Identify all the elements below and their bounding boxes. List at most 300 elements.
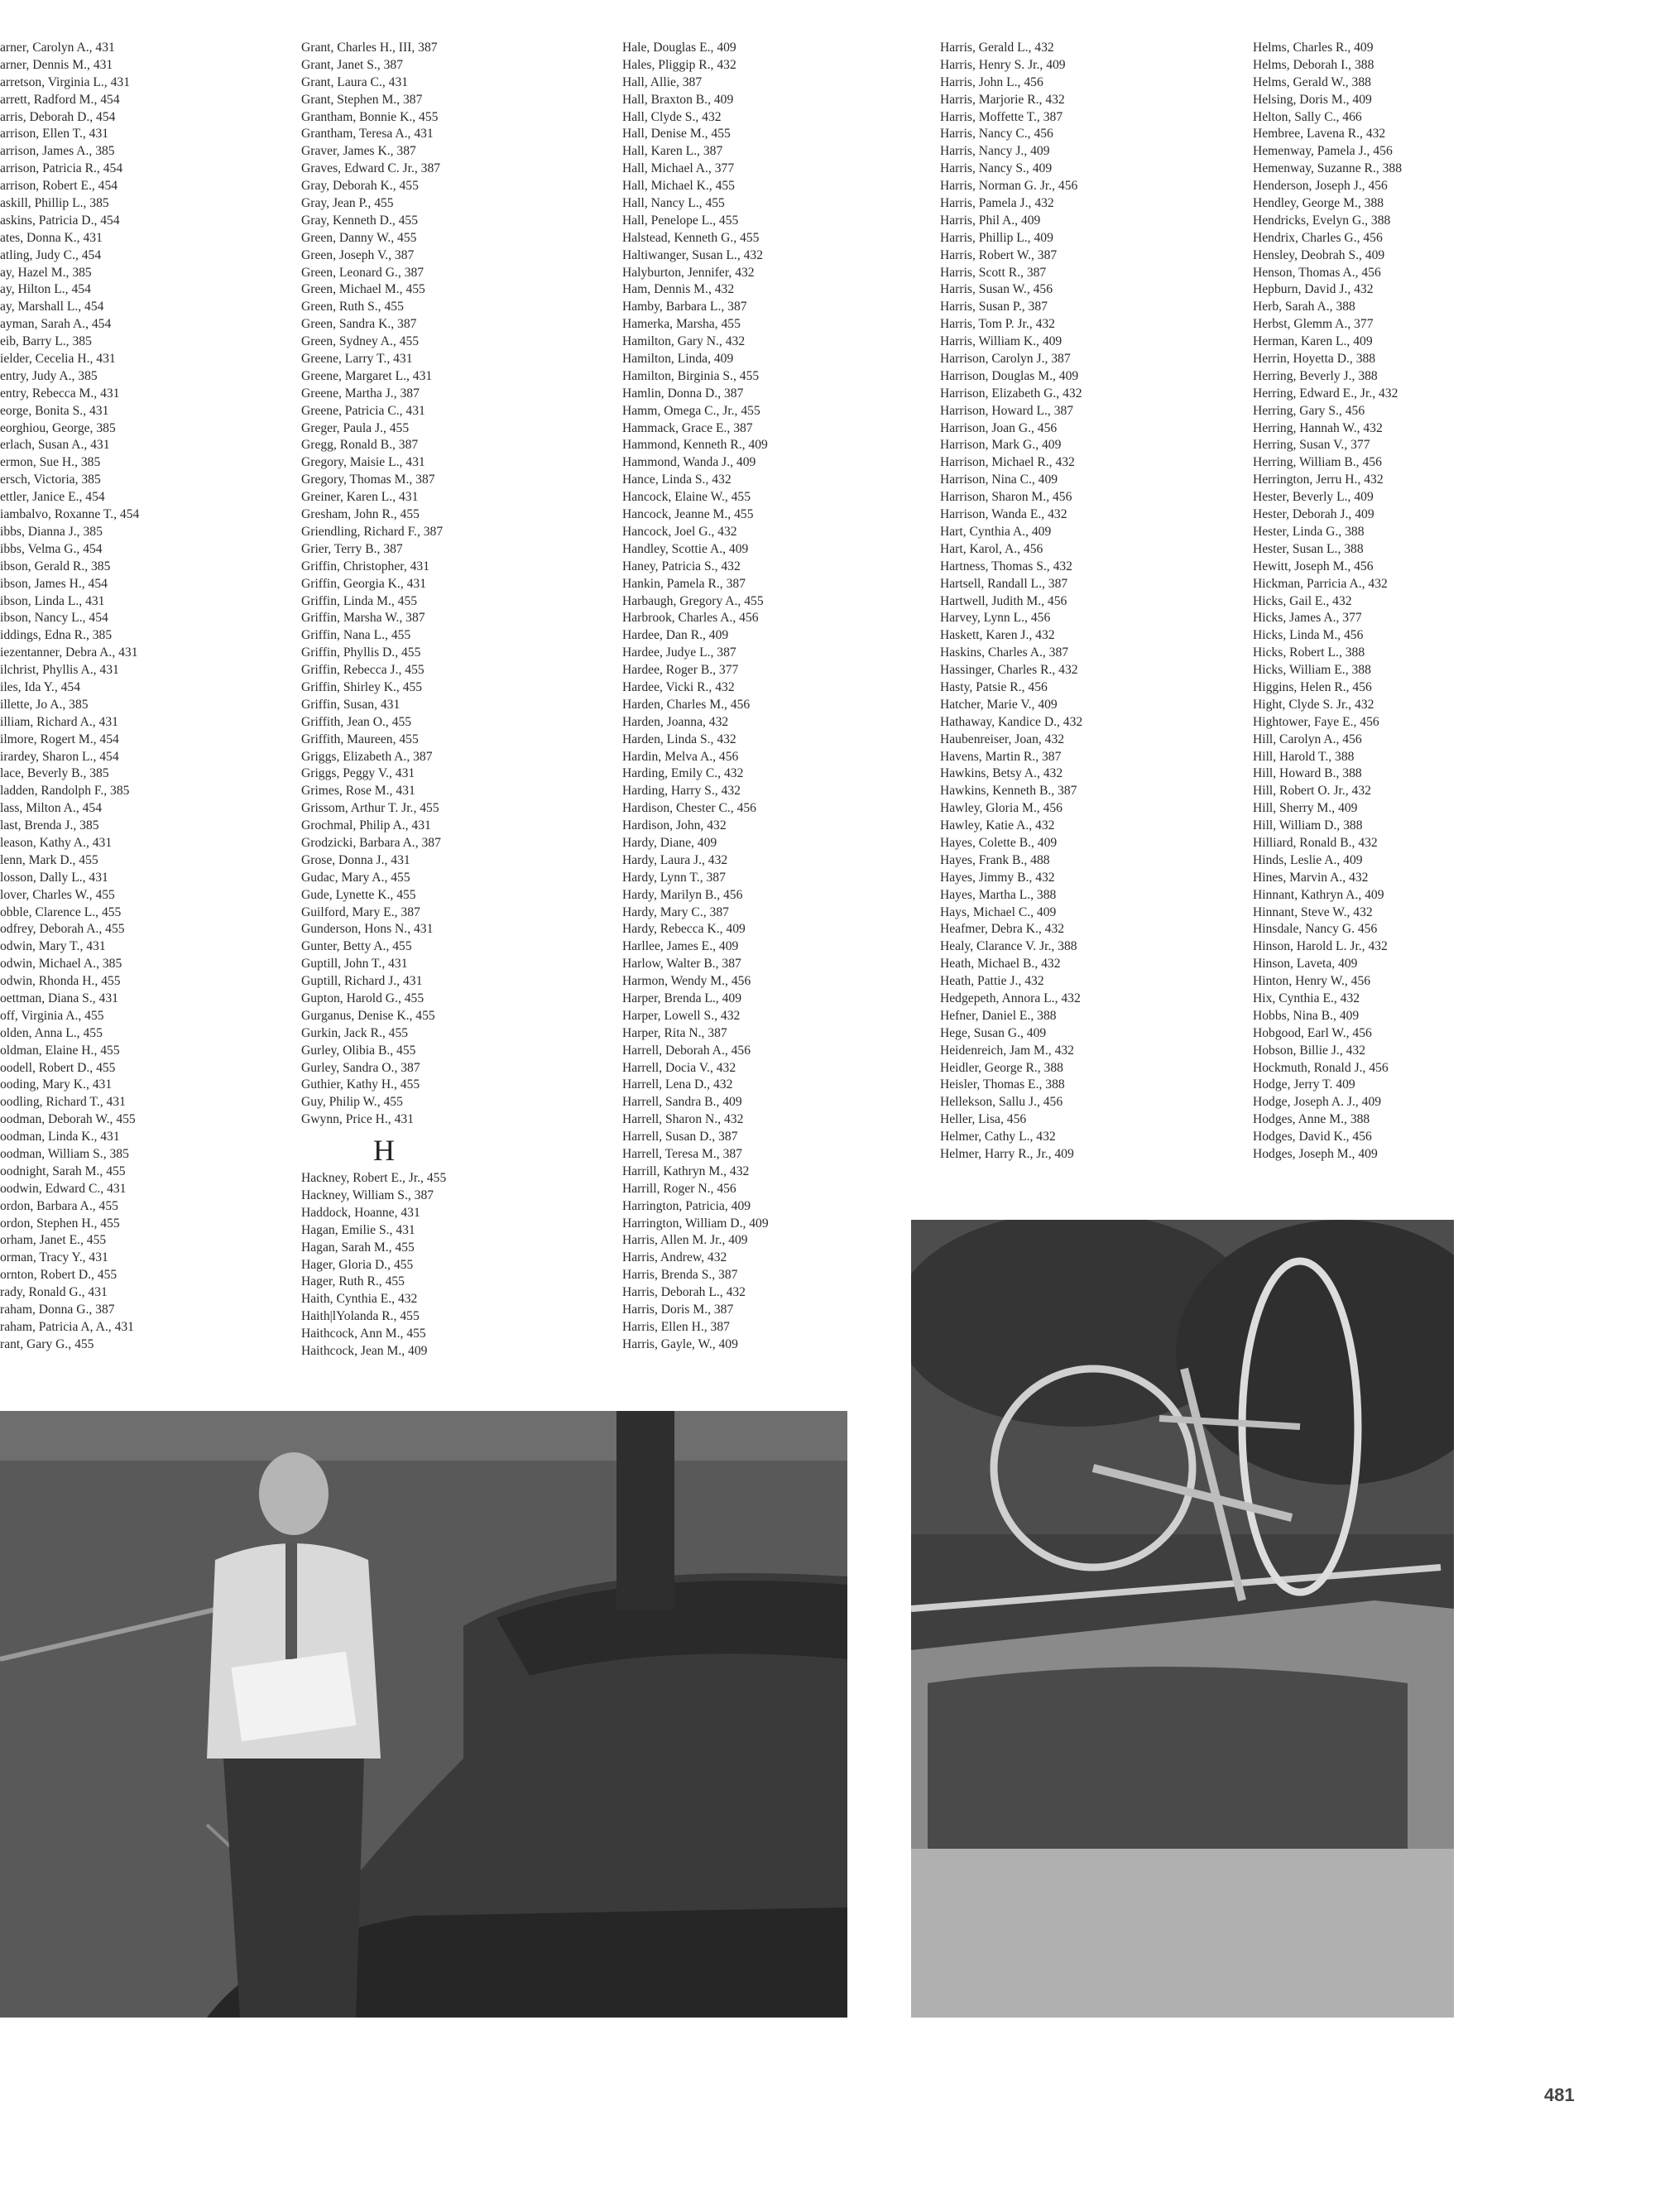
index-entry: Hatcher, Marie V., 409: [940, 697, 1058, 712]
index-entry: ibson, Linda L., 431: [0, 593, 105, 608]
index-entry: Hemenway, Suzanne R., 388: [1253, 161, 1403, 176]
index-entry: Harrison, Howard L., 387: [940, 403, 1074, 418]
index-entry: Griffin, Marsha W., 387: [301, 611, 425, 626]
index-entry: off, Virginia A., 455: [0, 1008, 104, 1023]
index-entry: Hill, Sherry M., 409: [1253, 801, 1358, 816]
index-entry: Hill, Robert O. Jr., 432: [1253, 784, 1371, 799]
index-column-1: [0, 40, 281, 1354]
index-entry: Hedgepeth, Annora L., 432: [940, 991, 1081, 1005]
index-entry: Harding, Emily C., 432: [622, 766, 744, 781]
index-entry: Helsing, Doris M., 409: [1253, 92, 1372, 107]
index-entry: Haskins, Charles A., 387: [940, 645, 1069, 660]
index-entry: Hamlin, Donna D., 387: [622, 386, 744, 401]
index-entry: Guilford, Mary E., 387: [301, 904, 420, 919]
index-entry: Griggs, Elizabeth A., 387: [301, 749, 433, 764]
index-entry: Hall, Braxton B., 409: [622, 92, 734, 107]
index-entry: ay, Hazel M., 385: [0, 265, 92, 280]
index-entry: Hagan, Sarah M., 455: [301, 1240, 415, 1255]
index-entry: Hales, Pliggip R., 432: [622, 57, 736, 72]
index-entry: Guy, Philip W., 455: [301, 1095, 403, 1110]
index-entry: last, Brenda J., 385: [0, 818, 99, 833]
index-entry: entry, Judy A., 385: [0, 368, 98, 383]
index-entry: Helms, Deborah I., 388: [1253, 57, 1374, 72]
index-entry: Grose, Donna J., 431: [301, 852, 410, 867]
index-entry: Hart, Karol, A., 456: [940, 541, 1043, 556]
index-entry: Guthier, Kathy H., 455: [301, 1077, 420, 1092]
index-entry: ay, Hilton L., 454: [0, 282, 91, 297]
index-entry: Havens, Martin R., 387: [940, 749, 1062, 764]
index-entry: Hinds, Leslie A., 409: [1253, 852, 1363, 867]
index-entry: Grodzicki, Barbara A., 387: [301, 835, 441, 850]
index-entry: Griffin, Phyllis D., 455: [301, 645, 421, 660]
index-entry: Hawley, Gloria M., 456: [940, 801, 1063, 816]
index-entry: odwin, Mary T., 431: [0, 939, 106, 954]
index-entry: Griffin, Georgia K., 431: [301, 576, 427, 591]
index-entry: Grant, Charles H., III, 387: [301, 41, 438, 55]
index-entry: Gunter, Betty A., 455: [301, 939, 412, 954]
index-entry: Hagan, Emilie S., 431: [301, 1222, 415, 1237]
index-entry: Gurkin, Jack R., 455: [301, 1025, 409, 1040]
index-entry: odwin, Michael A., 385: [0, 957, 122, 972]
index-entry: Hester, Deborah J., 409: [1253, 507, 1374, 522]
index-entry: Hardison, Chester C., 456: [622, 801, 756, 816]
index-entry: Harrison, Wanda E., 432: [940, 507, 1067, 522]
index-entry: Herring, Beverly J., 388: [1253, 368, 1378, 383]
index-entry: Harrison, Mark G., 409: [940, 438, 1062, 453]
index-entry: Green, Ruth S., 455: [301, 300, 404, 314]
index-entry: irardey, Sharon L., 454: [0, 749, 119, 764]
index-entry: olden, Anna L., 455: [0, 1025, 103, 1040]
index-entry: Harris, Norman G. Jr., 456: [940, 179, 1078, 194]
index-entry: Heafmer, Debra K., 432: [940, 922, 1065, 937]
index-entry: Griendling, Richard F., 387: [301, 524, 444, 539]
index-entry: atling, Judy C., 454: [0, 247, 102, 262]
index-entry: Henderson, Joseph J., 456: [1253, 179, 1388, 194]
index-entry: Haltiwanger, Susan L., 432: [622, 247, 764, 262]
index-entry: Hinson, Harold L. Jr., 432: [1253, 939, 1388, 954]
index-entry: Hicks, Linda M., 456: [1253, 628, 1364, 643]
index-entry: Hardee, Vicki R., 432: [622, 679, 735, 694]
index-entry: Hendricks, Evelyn G., 388: [1253, 213, 1391, 228]
index-entry: Hill, Howard B., 388: [1253, 766, 1362, 781]
index-entry: erlach, Susan A., 431: [0, 438, 110, 453]
index-entry: Hawley, Katie A., 432: [940, 818, 1055, 833]
index-entry: Gwynn, Price H., 431: [301, 1112, 414, 1127]
index-entry: Griffin, Christopher, 431: [301, 559, 430, 573]
index-entry: Graver, James K., 387: [301, 144, 416, 159]
index-entry: Hardy, Rebecca K., 409: [622, 922, 746, 937]
index-entry: losson, Dally L., 431: [0, 870, 108, 885]
index-entry: Hall, Allie, 387: [622, 74, 703, 89]
index-entry: Harrell, Sandra B., 409: [622, 1095, 742, 1110]
index-entry: Hobbs, Nina B., 409: [1253, 1008, 1360, 1023]
index-entry: Heisler, Thomas E., 388: [940, 1077, 1065, 1092]
index-entry: Hammack, Grace E., 387: [622, 420, 753, 435]
index-entry: Hall, Nancy L., 455: [622, 196, 725, 211]
index-entry: Harding, Harry S., 432: [622, 784, 741, 799]
index-entry: Guptill, John T., 431: [301, 957, 408, 972]
index-entry: ettler, Janice E., 454: [0, 490, 105, 505]
index-entry: Heath, Michael B., 432: [940, 957, 1061, 972]
index-entry: Grissom, Arthur T. Jr., 455: [301, 801, 439, 816]
index-entry: obble, Clarence L., 455: [0, 904, 122, 919]
index-entry: Haney, Patricia S., 432: [622, 559, 741, 573]
index-entry: Hardy, Lynn T., 387: [622, 870, 726, 885]
index-entry: Hemenway, Pamela J., 456: [1253, 144, 1393, 159]
index-entry: Hensley, Deobrah S., 409: [1253, 247, 1385, 262]
index-column-2-h-entries: [301, 1170, 599, 1360]
index-entry: Harrison, Douglas M., 409: [940, 368, 1079, 383]
index-entry: ilmore, Rogert M., 454: [0, 732, 119, 746]
index-entry: Helmer, Cathy L., 432: [940, 1130, 1056, 1144]
index-entry: Hall, Michael K., 455: [622, 179, 735, 194]
index-entry: Hicks, William E., 388: [1253, 663, 1371, 678]
index-entry: entry, Rebecca M., 431: [0, 386, 120, 401]
index-entry: ermon, Sue H., 385: [0, 455, 101, 470]
index-entry: ladden, Randolph F., 385: [0, 784, 130, 799]
index-entry: Harris, Susan P., 387: [940, 300, 1048, 314]
index-entry: Herb, Sarah A., 388: [1253, 300, 1355, 314]
index-entry: Hasty, Patsie R., 456: [940, 679, 1048, 694]
index-entry: Heidenreich, Jam M., 432: [940, 1043, 1074, 1058]
index-column-3: [622, 40, 920, 1354]
index-entry: Hodges, Anne M., 388: [1253, 1112, 1370, 1127]
index-entry: Harrell, Sharon N., 432: [622, 1112, 744, 1127]
index-entry: Helmer, Harry R., Jr., 409: [940, 1147, 1074, 1161]
index-entry: Harmon, Wendy M., 456: [622, 974, 751, 989]
index-entry: Harris, Brenda S., 387: [622, 1268, 738, 1283]
index-entry: Hicks, Gail E., 432: [1253, 593, 1352, 608]
index-entry: Hall, Michael A., 377: [622, 161, 735, 176]
index-entry: Graves, Edward C. Jr., 387: [301, 161, 441, 176]
index-entry: ielder, Cecelia H., 431: [0, 352, 116, 367]
index-entry: Guptill, Richard J., 431: [301, 974, 423, 989]
index-entry: Heidler, George R., 388: [940, 1060, 1063, 1075]
index-entry: Hayes, Jimmy B., 432: [940, 870, 1055, 885]
index-entry: Harris, Robert W., 387: [940, 247, 1058, 262]
index-entry: Hege, Susan G., 409: [940, 1025, 1047, 1040]
index-entry: Harris, Tom P. Jr., 432: [940, 317, 1055, 332]
index-entry: Harris, Nancy J., 409: [940, 144, 1050, 159]
index-entry: Heath, Pattie J., 432: [940, 974, 1044, 989]
index-entry: Griggs, Peggy V., 431: [301, 766, 415, 781]
index-entry: Harrell, Teresa M., 387: [622, 1147, 742, 1161]
index-entry: Grant, Stephen M., 387: [301, 92, 423, 107]
index-entry: Hartness, Thomas S., 432: [940, 559, 1072, 573]
index-entry: Hardy, Mary C., 387: [622, 904, 729, 919]
index-entry: Herring, Susan V., 377: [1253, 438, 1370, 453]
index-entry: iles, Ida Y., 454: [0, 679, 81, 694]
index-entry: Griffin, Rebecca J., 455: [301, 663, 425, 678]
index-entry: arrett, Radford M., 454: [0, 92, 120, 107]
man-walking-parking-lot-photo: [0, 1411, 847, 2018]
index-entry: Harrison, Joan G., 456: [940, 420, 1058, 435]
index-entry: Hinton, Henry W., 456: [1253, 974, 1371, 989]
index-entry: Hendley, George M., 388: [1253, 196, 1384, 211]
index-entry: ibbs, Dianna J., 385: [0, 524, 103, 539]
index-entry: Hammond, Kenneth R., 409: [622, 438, 768, 453]
index-entry: Grant, Janet S., 387: [301, 57, 403, 72]
index-entry: Hodges, Joseph M., 409: [1253, 1147, 1378, 1161]
index-entry: Hicks, James A., 377: [1253, 611, 1362, 626]
index-entry: Hankin, Pamela R., 387: [622, 576, 746, 591]
index-entry: Hewitt, Joseph M., 456: [1253, 559, 1374, 573]
index-entry: Greiner, Karen L., 431: [301, 490, 419, 505]
index-entry: Hathaway, Kandice D., 432: [940, 714, 1083, 729]
index-entry: Hardin, Melva A., 456: [622, 749, 739, 764]
index-entry: Hamby, Barbara L., 387: [622, 300, 747, 314]
index-entry: Hobson, Billie J., 432: [1253, 1043, 1366, 1058]
index-entry: arrison, Patricia R., 454: [0, 161, 123, 176]
index-entry: Green, Leonard G., 387: [301, 265, 425, 280]
index-entry: Green, Danny W., 455: [301, 230, 417, 245]
index-entry: arretson, Virginia L., 431: [0, 74, 130, 89]
index-entry: ooding, Mary K., 431: [0, 1077, 113, 1092]
index-entry: Harrell, Susan D., 387: [622, 1130, 738, 1144]
index-entry: Gray, Kenneth D., 455: [301, 213, 419, 228]
index-entry: Herrin, Hoyetta D., 388: [1253, 352, 1376, 367]
index-entry: Hawkins, Kenneth B., 387: [940, 784, 1077, 799]
index-entry: askins, Patricia D., 454: [0, 213, 120, 228]
index-entry: Hall, Penelope L., 455: [622, 213, 739, 228]
index-entry: Greene, Patricia C., 431: [301, 403, 425, 418]
index-entry: iddings, Edna R., 385: [0, 628, 113, 643]
index-entry: Helms, Charles R., 409: [1253, 41, 1374, 55]
index-entry: Hinson, Laveta, 409: [1253, 957, 1358, 972]
index-entry: Hartwell, Judith M., 456: [940, 593, 1067, 608]
index-entry: Hembree, Lavena R., 432: [1253, 127, 1386, 142]
index-entry: Hockmuth, Ronald J., 456: [1253, 1060, 1389, 1075]
index-entry: Hicks, Robert L., 388: [1253, 645, 1365, 660]
index-entry: Hendrix, Charles G., 456: [1253, 230, 1383, 245]
index-entry: Hancock, Jeanne M., 455: [622, 507, 754, 522]
index-entry: Hayes, Frank B., 488: [940, 852, 1050, 867]
index-entry: Hamilton, Linda, 409: [622, 352, 734, 367]
index-entry: Hart, Cynthia A., 409: [940, 524, 1052, 539]
index-entry: Herrington, Jerru H., 432: [1253, 473, 1384, 487]
index-entry: Haubenreiser, Joan, 432: [940, 732, 1065, 746]
index-entry: ibbs, Velma G., 454: [0, 541, 103, 556]
index-entry: arrison, James A., 385: [0, 144, 115, 159]
index-entry: Harris, Ellen H., 387: [622, 1319, 730, 1334]
index-entry: Hardison, John, 432: [622, 818, 727, 833]
index-entry: oodman, Linda K., 431: [0, 1130, 120, 1144]
index-entry: Herring, Gary S., 456: [1253, 403, 1365, 418]
index-column-5: [1253, 40, 1551, 1164]
index-entry: Haith|lYolanda R., 455: [301, 1309, 420, 1324]
index-column-2: [301, 40, 599, 1360]
index-entry: Hawkins, Betsy A., 432: [940, 766, 1063, 781]
index-entry: Hammond, Wanda J., 409: [622, 455, 756, 470]
index-entry: Handley, Scottie A., 409: [622, 541, 749, 556]
index-entry: Gudac, Mary A., 455: [301, 870, 410, 885]
index-entry: Hardee, Dan R., 409: [622, 628, 729, 643]
index-entry: Harrison, Michael R., 432: [940, 455, 1075, 470]
index-entry: Herring, Hannah W., 432: [1253, 420, 1383, 435]
index-entry: Hobgood, Earl W., 456: [1253, 1025, 1372, 1040]
index-entry: Hays, Michael C., 409: [940, 904, 1057, 919]
index-entry: Hamm, Omega C., Jr., 455: [622, 403, 760, 418]
index-entry: Hackney, William S., 387: [301, 1188, 434, 1202]
index-entry: lenn, Mark D., 455: [0, 852, 98, 867]
index-entry: Herring, William B., 456: [1253, 455, 1382, 470]
index-entry: Halyburton, Jennifer, 432: [622, 265, 755, 280]
index-entry: Green, Sandra K., 387: [301, 317, 417, 332]
index-entry: Harden, Joanna, 432: [622, 714, 729, 729]
index-entry: Hill, William D., 388: [1253, 818, 1363, 833]
index-entry: Green, Joseph V., 387: [301, 247, 415, 262]
index-entry: Haith, Cynthia E., 432: [301, 1292, 418, 1307]
index-entry: oodnight, Sarah M., 455: [0, 1164, 126, 1178]
index-entry: Hill, Carolyn A., 456: [1253, 732, 1362, 746]
index-entry: Ham, Dennis M., 432: [622, 282, 735, 297]
index-entry: Griffith, Jean O., 455: [301, 714, 412, 729]
index-entry: Harrison, Elizabeth G., 432: [940, 386, 1082, 401]
index-entry: Gurganus, Denise K., 455: [301, 1008, 435, 1023]
index-column-4: [940, 40, 1238, 1164]
index-entry: lover, Charles W., 455: [0, 887, 115, 902]
index-entry: Harlow, Walter B., 387: [622, 957, 741, 972]
index-entry: arris, Deborah D., 454: [0, 109, 116, 124]
index-entry: Grantham, Bonnie K., 455: [301, 109, 439, 124]
index-entry: orham, Janet E., 455: [0, 1233, 107, 1248]
index-entry: oettman, Diana S., 431: [0, 991, 118, 1005]
index-entry: illette, Jo A., 385: [0, 697, 89, 712]
index-entry: Harris, Pamela J., 432: [940, 196, 1054, 211]
index-entry: Harris, Andrew, 432: [622, 1250, 727, 1265]
index-entry: Harper, Rita N., 387: [622, 1025, 727, 1040]
index-entry: Harris, Phil A., 409: [940, 213, 1041, 228]
index-entry: ilchrist, Phyllis A., 431: [0, 663, 119, 678]
index-entry: Hayes, Colette B., 409: [940, 835, 1058, 850]
index-entry: Harrington, Patricia, 409: [622, 1198, 751, 1213]
index-entry: rant, Gary G., 455: [0, 1336, 94, 1351]
index-entry: Harvey, Lynn L., 456: [940, 611, 1051, 626]
bicycle-on-car-roof-rack-photo: [911, 1220, 1454, 2018]
index-entry: Harris, Gerald L., 432: [940, 41, 1054, 55]
index-entry: rady, Ronald G., 431: [0, 1285, 108, 1300]
index-entry: Greene, Larry T., 431: [301, 352, 413, 367]
index-entry: Gupton, Harold G., 455: [301, 991, 425, 1005]
index-entry: Gray, Deborah K., 455: [301, 179, 419, 194]
page-number: 481: [1544, 2085, 1575, 2105]
index-entry: Hall, Denise M., 455: [622, 127, 731, 142]
index-entry: Haithcock, Ann M., 455: [301, 1327, 426, 1341]
index-entry: Harrison, Sharon M., 456: [940, 490, 1072, 505]
index-entry: Harris, Doris M., 387: [622, 1303, 734, 1317]
index-entry: orman, Tracy Y., 431: [0, 1250, 108, 1265]
index-entry: Hackney, Robert E., Jr., 455: [301, 1171, 447, 1186]
index-entry: Harrill, Roger N., 456: [622, 1181, 736, 1196]
index-entry: Hamilton, Birginia S., 455: [622, 368, 760, 383]
index-entry: ordon, Barbara A., 455: [0, 1198, 118, 1213]
index-entry: Harrell, Docia V., 432: [622, 1060, 736, 1075]
index-entry: Henson, Thomas A., 456: [1253, 265, 1381, 280]
index-entry: raham, Donna G., 387: [0, 1303, 115, 1317]
index-entry: Hefner, Daniel E., 388: [940, 1008, 1057, 1023]
index-entry: eorghiou, George, 385: [0, 420, 116, 435]
index-entry: lace, Beverly B., 385: [0, 766, 109, 781]
index-entry: Hassinger, Charles R., 432: [940, 663, 1078, 678]
index-entry: Harris, Deborah L., 432: [622, 1285, 746, 1300]
index-entry: Greene, Martha J., 387: [301, 386, 420, 401]
index-entry: Harris, Scott R., 387: [940, 265, 1047, 280]
index-entry: Green, Sydney A., 455: [301, 334, 420, 349]
index-entry: Grant, Laura C., 431: [301, 74, 409, 89]
index-entry: Gregg, Ronald B., 387: [301, 438, 419, 453]
index-entry: Harris, John L., 456: [940, 74, 1043, 89]
index-entry: Hayes, Martha L., 388: [940, 887, 1057, 902]
index-entry: Haskett, Karen J., 432: [940, 628, 1055, 643]
index-entry: Green, Michael M., 455: [301, 282, 425, 297]
index-entry: Greger, Paula J., 455: [301, 420, 410, 435]
index-entry: Harper, Brenda L., 409: [622, 991, 741, 1005]
index-entry: Hall, Karen L., 387: [622, 144, 723, 159]
index-entry: Greene, Margaret L., 431: [301, 368, 433, 383]
index-column-2-g-entries: [301, 40, 599, 1129]
index-entry: ibson, Nancy L., 454: [0, 611, 108, 626]
index-entry: arrison, Ellen T., 431: [0, 127, 109, 142]
index-entry: Heller, Lisa, 456: [940, 1112, 1027, 1127]
index-entry: Hager, Gloria D., 455: [301, 1257, 414, 1272]
index-entry: Grier, Terry B., 387: [301, 541, 403, 556]
index-entry: Hightower, Faye E., 456: [1253, 714, 1379, 729]
index-entry: Hamerka, Marsha, 455: [622, 317, 741, 332]
index-entry: oodman, Deborah W., 455: [0, 1112, 136, 1127]
index-entry: eib, Barry L., 385: [0, 334, 92, 349]
index-entry: Harrison, Carolyn J., 387: [940, 352, 1071, 367]
index-entry: Herbst, Glemm A., 377: [1253, 317, 1374, 332]
index-entry: Hardy, Marilyn B., 456: [622, 887, 743, 902]
index-entry: ibson, James H., 454: [0, 576, 108, 591]
index-entry: arner, Dennis M., 431: [0, 57, 113, 72]
index-entry: Harper, Lowell S., 432: [622, 1008, 741, 1023]
index-entry: Gregory, Maisie L., 431: [301, 455, 425, 470]
index-entry: Hill, Harold T., 388: [1253, 749, 1355, 764]
index-entry: Harris, Allen M. Jr., 409: [622, 1233, 748, 1248]
section-letter-h: H: [373, 1134, 395, 1168]
index-entry: Harris, Henry S. Jr., 409: [940, 57, 1066, 72]
index-entry: raham, Patricia A, A., 431: [0, 1319, 134, 1334]
index-entry: Harrington, William D., 409: [622, 1216, 769, 1231]
index-entry: Helton, Sally C., 466: [1253, 109, 1362, 124]
index-entry: ordon, Stephen H., 455: [0, 1216, 120, 1231]
index-entry: Hodge, Jerry T. 409: [1253, 1077, 1355, 1092]
index-entry: Harden, Linda S., 432: [622, 732, 736, 746]
index-entry: Gurley, Sandra O., 387: [301, 1060, 420, 1075]
index-entry: oodling, Richard T., 431: [0, 1095, 126, 1110]
index-entry: Haithcock, Jean M., 409: [301, 1344, 428, 1359]
index-entry: Hancock, Elaine W., 455: [622, 490, 751, 505]
index-entry: Hilliard, Ronald B., 432: [1253, 835, 1378, 850]
index-entry: Herring, Edward E., Jr., 432: [1253, 386, 1398, 401]
index-entry: Harris, Marjorie R., 432: [940, 92, 1065, 107]
index-entry: Hardee, Roger B., 377: [622, 663, 739, 678]
index-entry: Hester, Beverly L., 409: [1253, 490, 1374, 505]
index-entry: Harbaugh, Gregory A., 455: [622, 593, 764, 608]
index-entry: odfrey, Deborah A., 455: [0, 922, 125, 937]
index-entry: Hardy, Laura J., 432: [622, 852, 728, 867]
index-entry: Harris, Nancy S., 409: [940, 161, 1053, 176]
index-entry: Griffin, Susan, 431: [301, 697, 401, 712]
index-entry: Griffin, Nana L., 455: [301, 628, 411, 643]
index-entry: Harris, Gayle, W., 409: [622, 1336, 738, 1351]
index-entry: Halstead, Kenneth G., 455: [622, 230, 760, 245]
index-entry: oodwin, Edward C., 431: [0, 1181, 127, 1196]
index-entry: Harris, Phillip L., 409: [940, 230, 1053, 245]
index-entry: Hale, Douglas E., 409: [622, 41, 736, 55]
index-entry: Higgins, Helen R., 456: [1253, 679, 1372, 694]
